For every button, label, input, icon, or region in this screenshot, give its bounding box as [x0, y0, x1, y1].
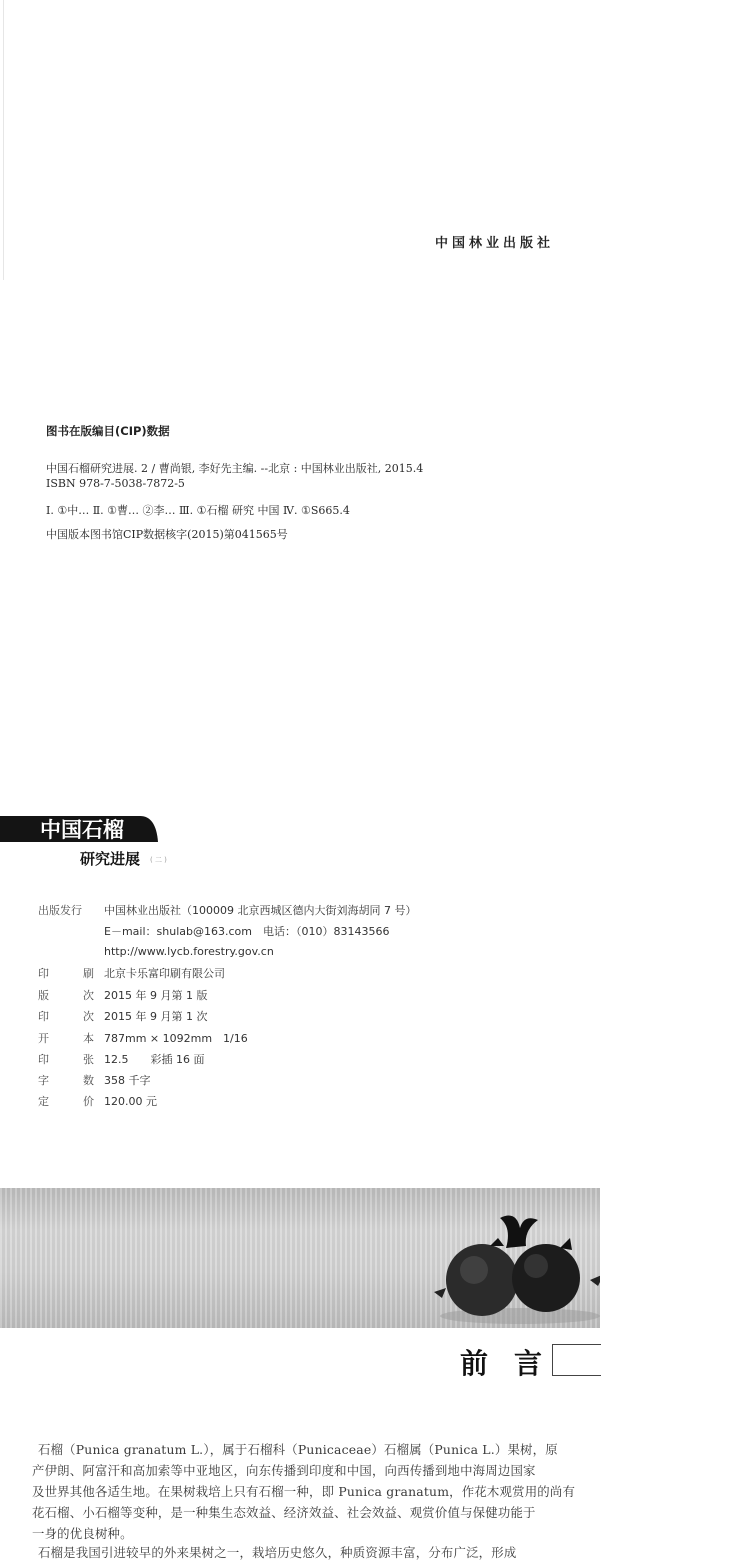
pomegranate-illustration	[420, 1188, 600, 1328]
imprint-label: 印 张	[38, 1053, 94, 1066]
imprint-value: 中国林业出版社（100009 北京西城区德内大街刘海胡同 7 号）	[104, 904, 417, 917]
imprint-value: 120.00 元	[104, 1095, 157, 1108]
cip-heading: 图书在版编目(CIP)数据	[46, 424, 170, 438]
preface-paragraph-line: 一身的优良树种。	[32, 1526, 133, 1541]
imprint-label: 定 价	[38, 1095, 94, 1108]
preface-paragraph-line: 石榴是我国引进较早的外来果树之一，栽培历史悠久，种质资源丰富，分布广泛，形成	[38, 1545, 517, 1560]
imprint-value: http://www.lycb.forestry.gov.cn	[104, 945, 274, 958]
imprint-label: 印 刷	[38, 967, 94, 980]
preface-banner	[0, 1188, 600, 1328]
book-subtitle: 研究进展	[80, 850, 141, 868]
preface-title-frame	[552, 1344, 601, 1376]
preface-title: 前言	[460, 1347, 569, 1380]
book-series-title: 中国石榴	[40, 818, 124, 842]
imprint-value: E－mail：shulab@163.com 电话：（010）83143566	[104, 925, 390, 938]
scan-edge-line	[3, 0, 4, 280]
imprint-value: 787mm × 1092mm 1/16	[104, 1032, 248, 1045]
imprint-value: 北京卡乐富印刷有限公司	[104, 967, 225, 980]
preface-paragraph-line: 石榴（Punica granatum L.），属于石榴科（Punicaceae）石榴属（Punica L.）果树，原	[38, 1442, 558, 1457]
imprint-value: 2015 年 9 月第 1 次	[104, 1010, 208, 1023]
imprint-label: 印 次	[38, 1010, 94, 1023]
publisher-name: 中国林业出版社	[435, 236, 555, 251]
preface-paragraph-line: 及世界其他各适生地。在果树栽培上只有石榴一种，即 Punica granatum，作花木观赏用的尚有	[32, 1484, 576, 1499]
cip-line: 中国石榴研究进展. 2 / 曹尚银, 李好先主编. --北京 : 中国林业出版社, 2015.4	[46, 462, 424, 475]
cip-line: 中国版本图书馆CIP数据核字(2015)第041565号	[46, 528, 288, 541]
imprint-value: 2015 年 9 月第 1 版	[104, 989, 208, 1002]
imprint-value: 358 千字	[104, 1074, 151, 1087]
volume-mark: ( 二 )	[150, 856, 167, 864]
imprint-label: 出版发行	[38, 904, 82, 917]
imprint-label: 字 数	[38, 1074, 94, 1087]
preface-paragraph-line: 产伊朗、阿富汗和高加索等中亚地区，向东传播到印度和中国，向西传播到地中海周边国家	[32, 1463, 536, 1478]
cip-line: ISBN 978-7-5038-7872-5	[46, 477, 185, 490]
imprint-label: 开 本	[38, 1032, 94, 1045]
imprint-label: 版 次	[38, 989, 94, 1002]
imprint-value: 12.5 彩插 16 面	[104, 1053, 205, 1066]
preface-paragraph-line: 花石榴、小石榴等变种，是一种集生态效益、经济效益、社会效益、观赏价值与保健功能于	[32, 1505, 536, 1520]
cip-line: Ⅰ. ①中… Ⅱ. ①曹… ②李… Ⅲ. ①石榴 研究 中国 Ⅳ. ①S665.4	[46, 504, 350, 517]
